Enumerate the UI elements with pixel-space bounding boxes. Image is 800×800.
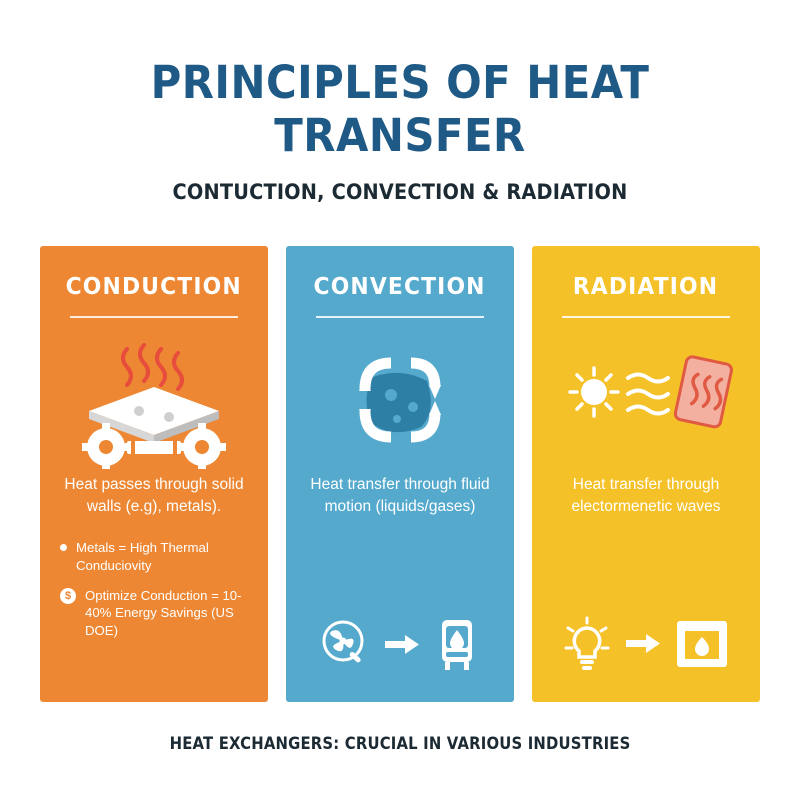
page-title: PRINCIPLES OF HEAT TRANSFER <box>150 56 650 162</box>
money-coin-icon: $ <box>60 588 76 604</box>
list-item <box>60 587 248 640</box>
bullet-text: Metals = High Thermal Conduciovity <box>76 539 209 573</box>
arrow-right-icon <box>385 632 419 658</box>
conduction-illustration <box>69 324 239 474</box>
poster-header <box>0 0 800 204</box>
circular-arrows-around-fluid-icon <box>325 329 475 469</box>
metal-plate-with-heat-waves-and-gears-icon <box>69 329 239 469</box>
list-item <box>60 539 248 575</box>
conduction-bullets <box>60 539 248 640</box>
water-heater-icon <box>433 618 481 672</box>
card-convection <box>286 246 514 702</box>
fan-icon <box>319 619 371 671</box>
card-title-radiation: RADIATION <box>573 274 719 300</box>
bullet-dot-icon <box>60 544 67 551</box>
page-subtitle: CONTUCTION, CONVECTION & RADIATION <box>172 180 628 204</box>
card-description-conduction: Heat passes through solid walls (e.g), metals). <box>64 476 244 516</box>
footer-text: HEAT EXCHANGERS: CRUCIAL IN VARIOUS INDUSTRIES <box>169 734 631 753</box>
lightbulb-icon <box>562 616 612 672</box>
cards-row <box>0 246 800 702</box>
poster-footer <box>0 734 800 754</box>
convection-bottom-icons <box>319 618 481 682</box>
card-divider <box>70 316 238 318</box>
radiation-bottom-icons <box>562 616 730 682</box>
card-description-radiation: Heat transfer through electormenetic waves <box>571 476 721 516</box>
card-divider <box>316 316 484 318</box>
fireplace-icon <box>674 617 730 671</box>
arrow-right-icon <box>626 631 660 657</box>
card-title-conduction: CONDUCTION <box>65 274 243 300</box>
sun-rays-to-hot-panel-icon <box>556 334 736 464</box>
card-title-convection: CONVECTION <box>313 274 487 300</box>
bullet-text: Optimize Conduction = 10-40% Energy Savings (US DOE) <box>85 587 242 639</box>
card-conduction <box>40 246 268 702</box>
radiation-illustration <box>556 324 736 474</box>
card-description-convection: Heat transfer through fluid motion (liquids/gases) <box>310 476 490 516</box>
card-divider <box>562 316 730 318</box>
convection-illustration <box>325 324 475 474</box>
card-radiation <box>532 246 760 702</box>
